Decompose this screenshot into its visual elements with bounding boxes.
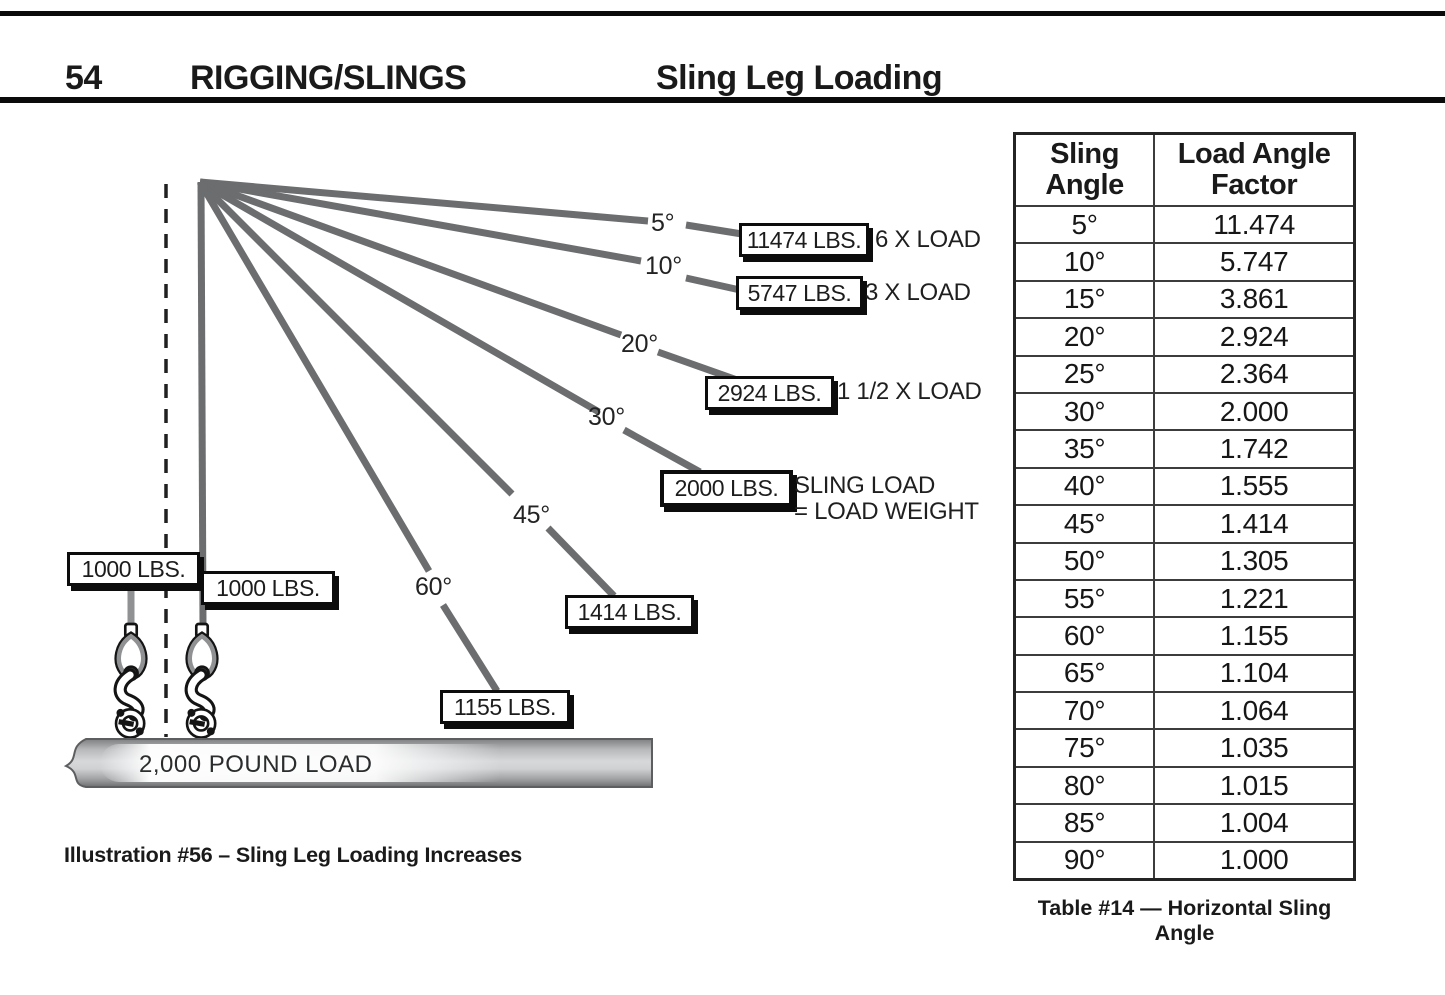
- column-header-load-angle-factor: Load Angle Factor: [1154, 134, 1354, 207]
- table-caption-line2: Angle: [1154, 920, 1215, 945]
- load-box-2924: 2924 LBS.: [705, 376, 834, 410]
- table-row: [1015, 356, 1355, 393]
- angle-label-5deg: 5°: [651, 209, 675, 237]
- note-1-5x-load: 1 1/2 X LOAD: [837, 378, 982, 405]
- load-angle-factor-cell: 1.155: [1154, 617, 1354, 654]
- table-row: [1015, 580, 1355, 617]
- page-title: Sling Leg Loading: [656, 59, 943, 97]
- sling-angle-cell: 5°: [1015, 206, 1155, 243]
- table-row: [1015, 804, 1355, 841]
- table-row: [1015, 505, 1355, 542]
- section-title: RIGGING/SLINGS: [190, 59, 467, 97]
- chain-hook-left: [116, 624, 143, 735]
- table-row: [1015, 393, 1355, 430]
- load-angle-factor-cell: 1.035: [1154, 729, 1354, 766]
- sling-angle-cell: 25°: [1015, 356, 1155, 393]
- leg-load-box-right: 1000 LBS.: [201, 571, 335, 605]
- sling-angle-cell: 55°: [1015, 580, 1155, 617]
- load-angle-factor-cell: 1.414: [1154, 505, 1354, 542]
- table-row: [1015, 318, 1355, 355]
- sling-line-60deg-tail: [443, 605, 497, 691]
- table-row: [1015, 543, 1355, 580]
- table-row: [1015, 729, 1355, 766]
- table-caption: [1013, 896, 1356, 945]
- leg-load-box-left: 1000 LBS.: [67, 552, 200, 586]
- sling-angle-cell: 75°: [1015, 729, 1155, 766]
- load-angle-factor-cell: 1.000: [1154, 842, 1354, 880]
- load-angle-factor-cell: 1.104: [1154, 655, 1354, 692]
- sling-angle-cell: 70°: [1015, 692, 1155, 729]
- sling-angle-cell: 15°: [1015, 281, 1155, 318]
- sling-angle-cell: 90°: [1015, 842, 1155, 880]
- table-header-row: [1015, 134, 1355, 207]
- sling-line-10deg-tail: [686, 278, 740, 290]
- load-angle-factor-cell: 1.305: [1154, 543, 1354, 580]
- load-box-11474: 11474 LBS.: [739, 223, 869, 257]
- sling-line-45deg-tail: [548, 528, 614, 596]
- sling-angle-cell: 50°: [1015, 543, 1155, 580]
- angle-label-45deg: 45°: [513, 501, 550, 529]
- load-angle-table: [1013, 132, 1356, 881]
- table-row: [1015, 842, 1355, 880]
- load-angle-factor-cell: 2.000: [1154, 393, 1354, 430]
- load-angle-factor-cell: 1.742: [1154, 430, 1354, 467]
- table-row: [1015, 655, 1355, 692]
- load-angle-factor-cell: 1.555: [1154, 468, 1354, 505]
- sling-line-5deg-tail: [686, 225, 742, 234]
- angle-label-30deg: 30°: [588, 403, 625, 431]
- sling-angle-cell: 20°: [1015, 318, 1155, 355]
- sling-angle-cell: 80°: [1015, 767, 1155, 804]
- sling-angle-cell: 30°: [1015, 393, 1155, 430]
- sling-angle-cell: 60°: [1015, 617, 1155, 654]
- table-row: [1015, 692, 1355, 729]
- sling-line-20deg: [200, 182, 621, 335]
- sling-angle-cell: 85°: [1015, 804, 1155, 841]
- note-load-weight: = LOAD WEIGHT: [794, 498, 979, 525]
- load-angle-factor-cell: 2.924: [1154, 318, 1354, 355]
- angle-label-20deg: 20°: [621, 330, 658, 358]
- angle-label-60deg: 60°: [415, 573, 452, 601]
- sling-line-vertical: [201, 182, 203, 623]
- table-row: [1015, 243, 1355, 280]
- load-box-5747: 5747 LBS.: [736, 276, 863, 310]
- sling-angle-cell: 45°: [1015, 505, 1155, 542]
- load-angle-factor-cell: 1.064: [1154, 692, 1354, 729]
- table-row: [1015, 206, 1355, 243]
- sling-angle-cell: 35°: [1015, 430, 1155, 467]
- load-angle-factor-cell: 3.861: [1154, 281, 1354, 318]
- table-row: [1015, 767, 1355, 804]
- note-sling-load: SLING LOAD: [794, 472, 936, 499]
- sling-angle-cell: 65°: [1015, 655, 1155, 692]
- load-angle-factor-cell: 2.364: [1154, 356, 1354, 393]
- note-3x-load: 3 X LOAD: [865, 279, 971, 306]
- load-angle-factor-cell: 5.747: [1154, 243, 1354, 280]
- load-box-1414: 1414 LBS.: [565, 595, 694, 629]
- page-number: 54: [65, 59, 102, 97]
- illustration-caption: Illustration #56 – Sling Leg Loading Increases: [64, 843, 522, 867]
- table-row: [1015, 468, 1355, 505]
- sling-line-5deg: [200, 182, 648, 221]
- sling-line-30deg-tail: [624, 430, 700, 472]
- load-box-1155: 1155 LBS.: [440, 690, 570, 724]
- table-row: [1015, 430, 1355, 467]
- sling-angle-cell: 10°: [1015, 243, 1155, 280]
- table-caption-line1: Table #14 — Horizontal Sling: [1037, 896, 1332, 920]
- column-header-sling-angle: Sling Angle: [1015, 134, 1155, 207]
- angle-table-body: [1015, 206, 1355, 880]
- sling-angle-cell: 40°: [1015, 468, 1155, 505]
- load-angle-factor-cell: 1.015: [1154, 767, 1354, 804]
- load-angle-factor-cell: 1.004: [1154, 804, 1354, 841]
- table-row: [1015, 617, 1355, 654]
- load-box-2000: 2000 LBS.: [660, 470, 793, 507]
- note-6x-load: 6 X LOAD: [875, 226, 981, 253]
- angle-label-10deg: 10°: [645, 252, 682, 280]
- load-angle-factor-cell: 11.474: [1154, 206, 1354, 243]
- load-angle-factor-cell: 1.221: [1154, 580, 1354, 617]
- load-bar-label: 2,000 POUND LOAD: [139, 751, 373, 778]
- chain-hook-right: [187, 624, 214, 735]
- table-row: [1015, 281, 1355, 318]
